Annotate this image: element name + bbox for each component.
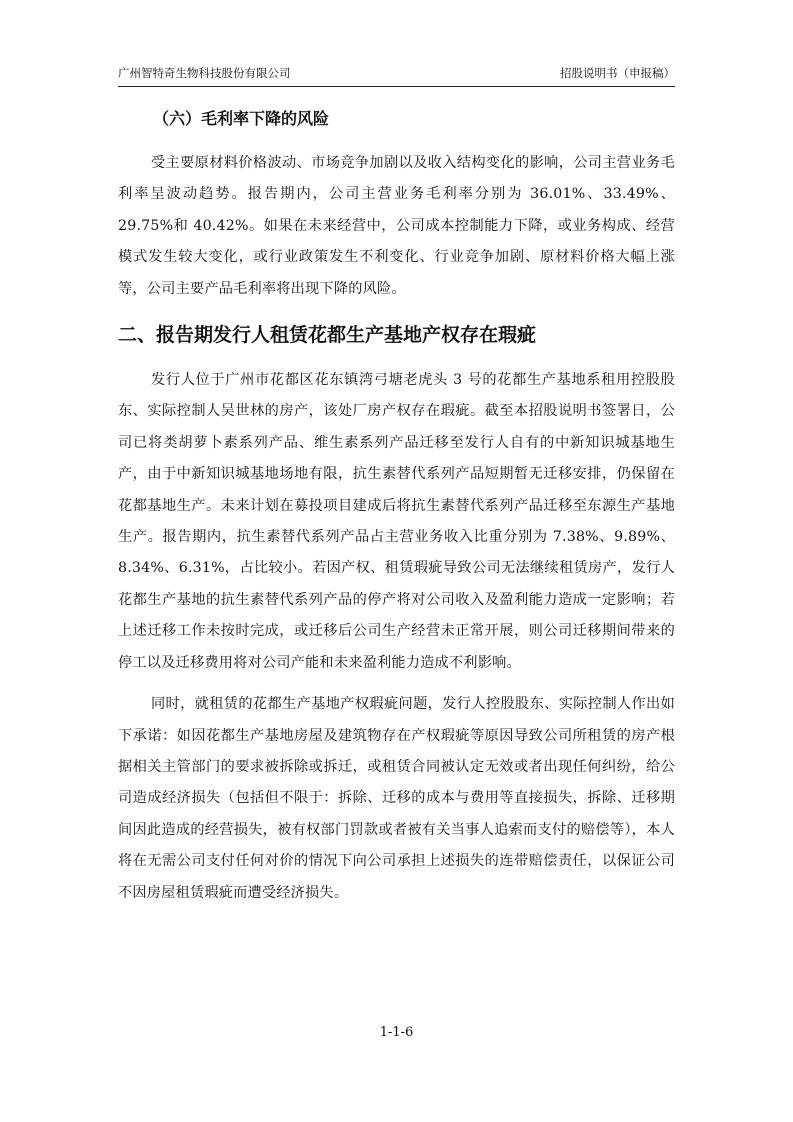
section-title: 二、报告期发行人租赁花都生产基地产权存在瑕疵 <box>118 324 537 347</box>
subsection-title: （六）毛利率下降的风险 <box>153 109 330 128</box>
page-header <box>118 64 675 87</box>
paragraph-gross-margin-risk: 受主要原材料价格波动、市场竞争加剧以及收入结构变化的影响，公司主营业务毛利率呈波动趋势。报告期内，公司主营业务毛利率分别为 36.01%、33.49%、29.75%和 40.42%。如果在未来经营中，公司成本控制能力下降，或业务构成、经营模式发生较大变化，或行业政策发生不利变化、行业竞争加剧、原材料价格大幅上涨等，公司主要产品毛利率将出现下降的风险。 <box>118 155 675 297</box>
document-body <box>118 100 675 909</box>
paragraph-controller-commitment: 同时，就租赁的花都生产基地产权瑕疵问题，发行人控股股东、实际控制人作出如下承诺：如因花都生产基地房屋及建筑物存在产权瑕疵等原因导致公司所租赁的房产根据相关主管部门的要求被拆除或拆迁，或租赁合同被认定无效或者出现任何纠纷，给公司造成经济损失（包括但不限于：拆除、迁移的成本与费用等直接损失，拆除、迁移期间因此造成的经营损失，被有权部门罚款或者被有关当事人追索而支付的赔偿等），本人将在无需公司支付任何对价的情况下向公司承担上述损失的连带赔偿责任，以保证公司不因房屋租赁瑕疵而遭受经济损失。 <box>118 696 675 901</box>
header-document-type: 招股说明书（申报稿） <box>560 66 675 80</box>
page-number: 1-1-6 <box>379 1025 414 1040</box>
paragraph-property-defect: 发行人位于广州市花都区花东镇湾弓塘老虎头 3 号的花都生产基地系租用控股股东、实际控制人吴世林的房产，该处厂房产权存在瑕疵。截至本招股说明书签署日，公司已将类胡萝卜素系列产品、维生素系列产品迁移至发行人自有的中新知识城基地生产，由于中新知识城基地场地有限，抗生素替代系列产品短期暂无迁移安排，仍保留在花都基地生产。未来计划在募投项目建成后将抗生素替代系列产品迁移至东源生产基地生产。报告期内，抗生素替代系列产品占主营业务收入比重分别为 7.38%、9.89%、8.34%、6.31%，占比较小。若因产权、租赁瑕疵导致公司无法继续租赁房产，发行人花都生产基地的抗生素替代系列产品的停产将对公司收入及盈利能力造成一定影响；若上述迁移工作未按时完成，或迁移后公司生产经营未正常开展，则公司迁移期间带来的停工以及迁移费用将对公司产能和未来盈利能力造成不利影响。 <box>118 372 675 671</box>
header-company-name: 广州智特奇生物科技股份有限公司 <box>118 66 291 80</box>
